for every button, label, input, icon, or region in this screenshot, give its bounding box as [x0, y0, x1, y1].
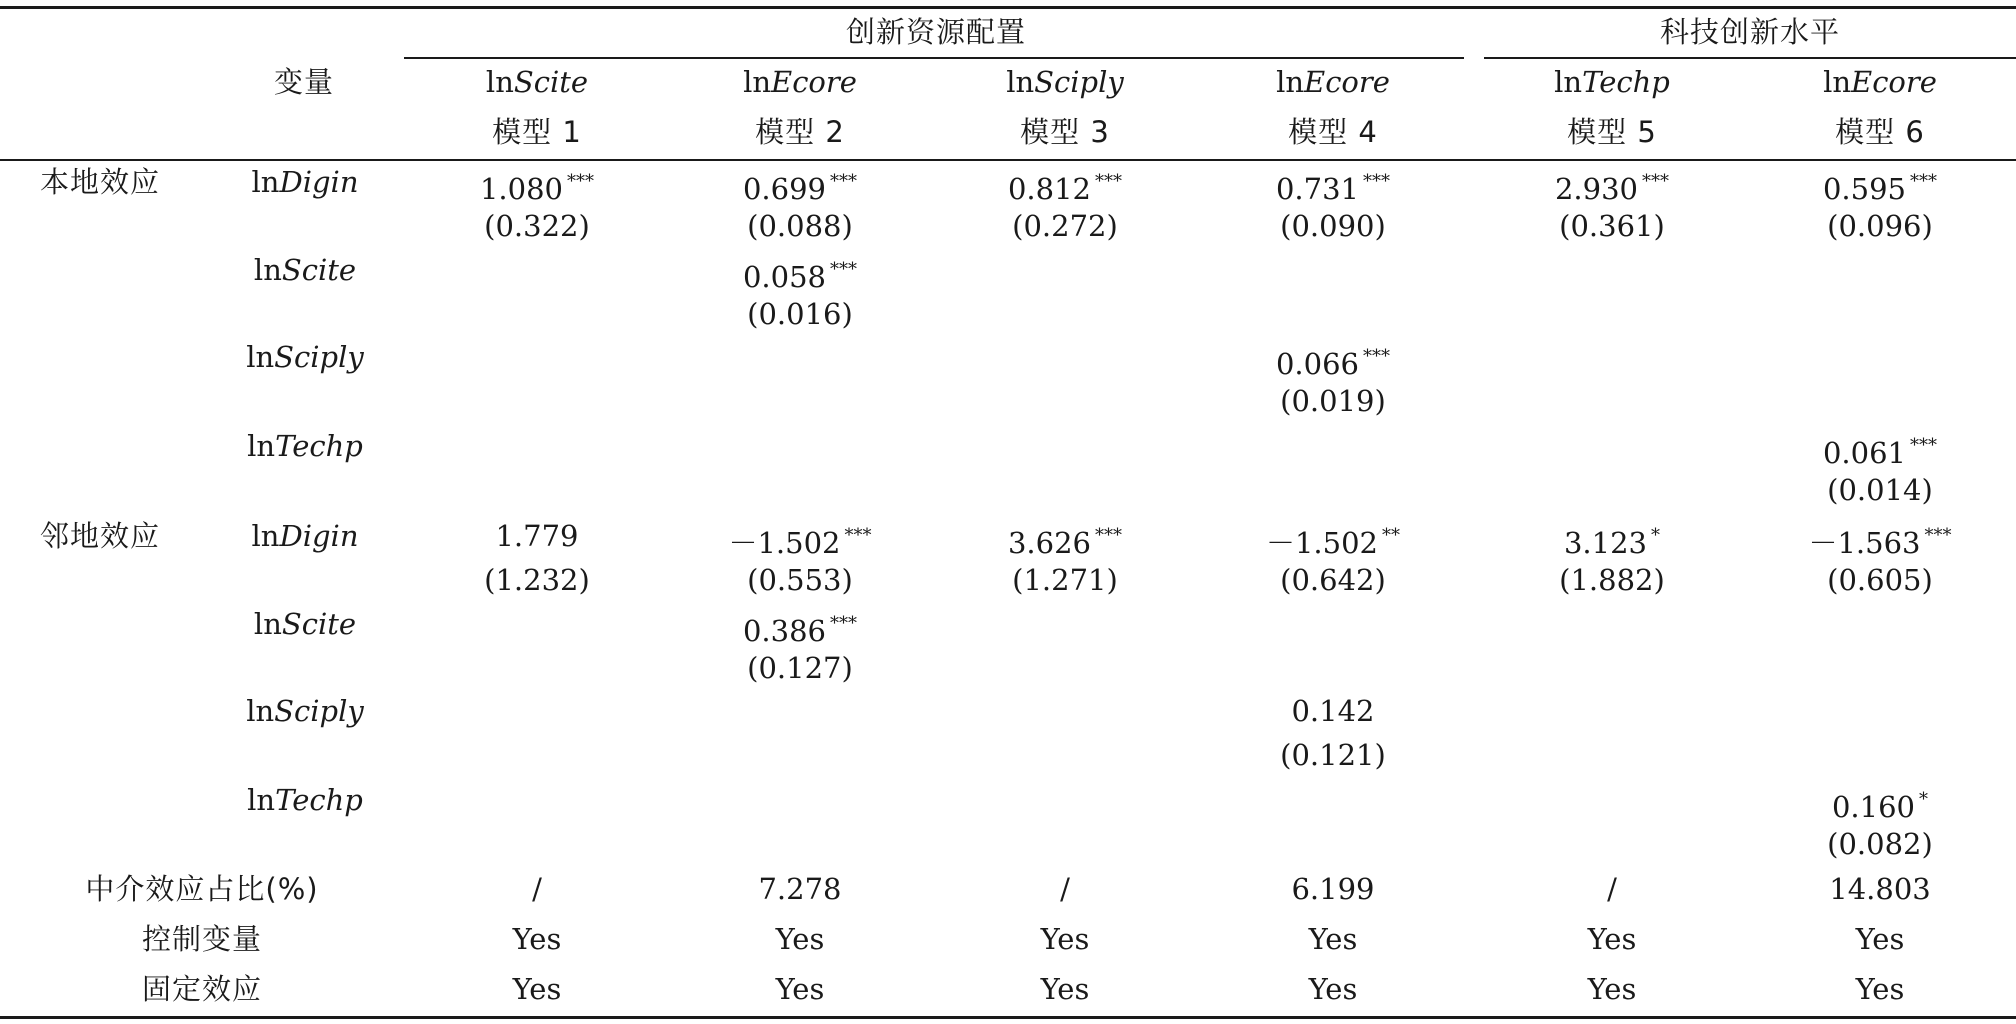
significance-stars: ***: [1910, 171, 1938, 192]
se-cell: (0.082): [1827, 827, 1933, 861]
coef-cell: [480, 164, 594, 207]
coef-value: 2.930: [1554, 172, 1639, 206]
var-prefix: ln: [1006, 65, 1035, 99]
var-name: Techp: [275, 429, 363, 463]
column-model-4: 模型 4: [1288, 115, 1378, 149]
se-cell: (0.553): [747, 563, 853, 597]
significance-stars: ***: [1910, 435, 1938, 456]
group-header-tech-level: 科技创新水平: [1659, 15, 1841, 49]
column-var-4: [1276, 64, 1390, 100]
significance-stars: ***: [830, 259, 858, 280]
var-name: Ecore: [1851, 65, 1937, 99]
coef-value: 0.812: [1007, 172, 1092, 206]
se-cell: (0.642): [1280, 563, 1386, 597]
footer-cell: Yes: [512, 972, 562, 1006]
se-cell: (0.090): [1280, 209, 1386, 243]
coef-value: 0.731: [1275, 172, 1360, 206]
footer-cell: Yes: [775, 922, 825, 956]
significance-stars: *: [1651, 525, 1661, 546]
coef-value: 0.058: [742, 260, 827, 294]
coef-value: 0.061: [1822, 436, 1907, 470]
column-model-3: 模型 3: [1020, 115, 1110, 149]
coef-cell: [1008, 164, 1122, 207]
significance-stars: *: [1919, 789, 1929, 810]
var-prefix: ln: [1276, 65, 1305, 99]
se-cell: (0.121): [1280, 738, 1386, 772]
coef-cell: [495, 518, 578, 554]
se-cell: (0.127): [747, 651, 853, 685]
footer-cell: 6.199: [1291, 872, 1375, 906]
column-model-2: 模型 2: [755, 115, 845, 149]
coef-cell: [1276, 164, 1390, 207]
var-prefix: ln: [251, 165, 280, 199]
significance-stars: ***: [844, 525, 872, 546]
se-cell: (0.019): [1280, 384, 1386, 418]
footer-cell: Yes: [1308, 972, 1358, 1006]
var-prefix: ln: [247, 783, 276, 817]
var-prefix: ln: [246, 340, 275, 374]
group-header-innovation-resource: 创新资源配置: [845, 15, 1027, 49]
column-var-6: [1823, 64, 1937, 100]
coef-cell: [1823, 428, 1937, 471]
significance-stars: ***: [830, 613, 858, 634]
coef-cell: [1266, 518, 1400, 561]
coef-value: －1.563: [1808, 526, 1921, 560]
footer-cell: 7.278: [758, 872, 842, 906]
footer-cell: Yes: [1855, 922, 1905, 956]
column-var-5: [1554, 64, 1670, 100]
coef-value: 0.160: [1831, 790, 1916, 824]
row-var-label: [246, 339, 364, 375]
coef-value: 0.066: [1275, 347, 1360, 381]
var-name: Ecore: [771, 65, 857, 99]
coef-cell: [1008, 518, 1122, 561]
se-cell: (1.232): [484, 563, 590, 597]
significance-stars: ***: [1363, 171, 1391, 192]
var-prefix: ln: [247, 429, 276, 463]
significance-stars: ***: [830, 171, 858, 192]
var-prefix: ln: [1554, 65, 1583, 99]
se-cell: (0.605): [1827, 563, 1933, 597]
significance-stars: **: [1382, 525, 1401, 546]
footer-cell: /: [1607, 872, 1617, 906]
var-name: Sciply: [274, 694, 364, 728]
coef-cell: [1291, 693, 1374, 729]
var-prefix: ln: [251, 519, 280, 553]
se-cell: (0.088): [747, 209, 853, 243]
group-rule-innovation-resource: [404, 57, 1464, 59]
row-var-label: [252, 164, 359, 200]
coef-value: －1.502: [1265, 526, 1379, 560]
footer-row-label: 控制变量: [141, 922, 263, 956]
var-name: Scite: [281, 607, 357, 641]
bottom-rule: [0, 1016, 2016, 1019]
var-name: Techp: [275, 783, 363, 817]
column-model-5: 模型 5: [1567, 115, 1657, 149]
var-prefix: ln: [253, 607, 282, 641]
coef-value: 0.595: [1822, 172, 1907, 206]
se-cell: (1.271): [1012, 563, 1118, 597]
coef-cell: [1823, 164, 1937, 207]
coef-value: 0.699: [742, 172, 827, 206]
se-cell: (0.272): [1012, 209, 1118, 243]
coef-cell: [743, 606, 857, 649]
se-cell: (1.882): [1559, 563, 1665, 597]
var-name: Sciply: [274, 340, 364, 374]
column-var-3: [1006, 64, 1124, 100]
footer-row-label: 中介效应占比(%): [85, 872, 319, 906]
coef-value: 3.123: [1563, 526, 1648, 560]
footer-cell: Yes: [1040, 922, 1090, 956]
se-cell: (0.016): [747, 297, 853, 331]
header-rule: [0, 159, 2016, 161]
section-label: 本地效应: [40, 165, 161, 199]
coef-cell: [1808, 518, 1951, 561]
var-name: Sciply: [1034, 65, 1124, 99]
var-prefix: ln: [485, 65, 514, 99]
coef-cell: [743, 252, 857, 295]
coef-value: 3.626: [1007, 526, 1092, 560]
row-var-label: [254, 606, 356, 642]
coef-value: －1.502: [728, 526, 841, 560]
coef-value: 0.386: [742, 614, 827, 648]
significance-stars: ***: [1095, 171, 1123, 192]
column-var-2: [743, 64, 857, 100]
coef-cell: [1564, 518, 1660, 561]
coef-cell: [1276, 339, 1390, 382]
footer-cell: Yes: [1587, 922, 1637, 956]
var-name: Scite: [513, 65, 589, 99]
significance-stars: ***: [1924, 525, 1952, 546]
footer-cell: /: [1060, 872, 1070, 906]
se-cell: (0.322): [484, 209, 590, 243]
var-name: Scite: [281, 253, 357, 287]
se-cell: (0.014): [1827, 473, 1933, 507]
footer-cell: Yes: [1855, 972, 1905, 1006]
row-var-label: [252, 518, 359, 554]
coef-value: 1.779: [495, 519, 579, 553]
coef-cell: [743, 164, 857, 207]
column-model-6: 模型 6: [1835, 115, 1925, 149]
row-var-label: [254, 252, 356, 288]
footer-cell: Yes: [775, 972, 825, 1006]
row-var-label: [247, 782, 363, 818]
coef-value: 1.080: [479, 172, 564, 206]
var-prefix: ln: [1823, 65, 1852, 99]
var-prefix: ln: [246, 694, 275, 728]
var-name: Techp: [1582, 65, 1670, 99]
top-rule: [0, 6, 2016, 9]
se-cell: (0.361): [1559, 209, 1665, 243]
var-prefix: ln: [253, 253, 282, 287]
coef-value: 0.142: [1291, 694, 1375, 728]
significance-stars: ***: [567, 171, 595, 192]
footer-cell: Yes: [512, 922, 562, 956]
coef-cell: [1832, 782, 1928, 825]
footer-cell: Yes: [1040, 972, 1090, 1006]
row-var-label: [247, 428, 363, 464]
significance-stars: ***: [1363, 346, 1391, 367]
row-var-label: [246, 693, 364, 729]
footer-cell: Yes: [1308, 922, 1358, 956]
footer-cell: 14.803: [1829, 872, 1931, 906]
significance-stars: ***: [1642, 171, 1670, 192]
var-name: Digin: [279, 519, 359, 553]
se-cell: (0.096): [1827, 209, 1933, 243]
footer-cell: Yes: [1587, 972, 1637, 1006]
footer-cell: /: [532, 872, 542, 906]
stub-header: 变量: [273, 65, 335, 99]
coef-cell: [1555, 164, 1669, 207]
coef-cell: [728, 518, 871, 561]
section-label: 邻地效应: [40, 519, 161, 553]
var-name: Digin: [279, 165, 359, 199]
var-prefix: ln: [743, 65, 772, 99]
group-rule-tech-level: [1484, 57, 2016, 59]
column-var-1: [486, 64, 588, 100]
column-model-1: 模型 1: [492, 115, 582, 149]
footer-row-label: 固定效应: [141, 972, 263, 1006]
significance-stars: ***: [1095, 525, 1123, 546]
var-name: Ecore: [1304, 65, 1390, 99]
